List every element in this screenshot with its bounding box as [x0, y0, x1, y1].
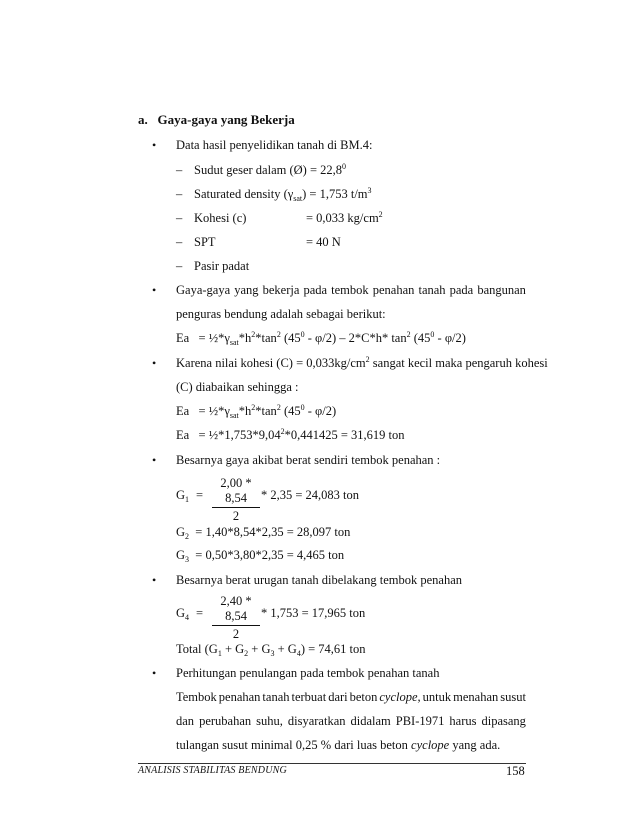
item-pasir-padat: Pasir padat [194, 259, 250, 273]
section-heading: a. Gaya-gaya yang Bekerja [138, 112, 295, 127]
g4-result: * 1,753 = 17,965 ton [261, 606, 366, 620]
bullet-glyph: • [152, 453, 157, 467]
bullet-data-hasil: Data hasil penyelidikan tanah di BM.4: [176, 138, 373, 152]
bullet-glyph: • [152, 283, 157, 297]
item-spt-label: SPT [194, 235, 216, 249]
bullet-glyph: • [152, 138, 157, 152]
g3-equation: $G_3 = 0,50*3,80*2,35 = 4,465$ ton [176, 548, 345, 564]
total-equation: Total $(G_1 + G_2 + G_3 + G_4) = 74,61$ ton [176, 642, 366, 658]
g4-fraction [212, 594, 260, 642]
g4-numerator: 2,40 * 8,54 [220, 594, 252, 623]
g1-numerator: 2,00 * 8,54 [220, 476, 252, 505]
dash-glyph: – [176, 235, 183, 249]
g4-fraction-bar [212, 625, 260, 626]
page-number: 158 [506, 764, 525, 778]
g1-result: * 2,35 = 24,083 ton [261, 488, 360, 502]
dash-glyph: – [176, 163, 183, 177]
dash-glyph: – [176, 259, 183, 273]
dash-glyph: – [176, 211, 183, 225]
g1-equals: = [196, 488, 204, 502]
item-kohesi-value: = 0,033 $kg/cm^2$ [306, 210, 383, 225]
bullet-karena-line2: (C) diabaikan sehingga : [176, 380, 299, 394]
footer-rule [138, 763, 526, 764]
g4-denominator: 2 [232, 627, 240, 641]
g1-fraction [212, 476, 260, 524]
item-sudut-geser: Sudut geser dalam (Ø) = $22,8^0$ [194, 162, 346, 177]
item-spt-value: = 40 N [306, 235, 341, 249]
bullet-besarnya-gaya: Besarnya gaya akibat berat sendiri tembok penahan : [176, 453, 441, 467]
bullet-glyph: • [152, 573, 157, 587]
bullet-gaya-gaya-line1: Gaya-gaya yang bekerja pada tembok penahan tanah pada bangunan [176, 283, 526, 297]
equation-ea-full: $Ea = \frac{1}{2}*\gamma_{sat}*h^2*\tan^2$ $(45^0 - \varphi/2) - 2*C*h*$ $\tan^2 (45^0 - \varphi/2)$ [176, 330, 466, 347]
g4-label: $G_4$ [176, 606, 190, 622]
dash-glyph: – [176, 187, 183, 201]
g1-fraction-bar [212, 507, 260, 508]
g1-denominator: 2 [232, 509, 240, 523]
g4-equals: = [196, 606, 204, 620]
bullet-berat-urugan: Besarnya berat urugan tanah dibelakang tembok penahan [176, 573, 462, 587]
equation-ea-simplified: $Ea = \frac{1}{2}*\gamma_{sat}*h^2*\tan^2$ $(45^0 - \varphi/2)$ [176, 403, 337, 420]
bullet-glyph: • [152, 356, 157, 370]
bullet-gaya-gaya-line2: penguras bendung adalah sebagai berikut: [176, 307, 386, 321]
bullet-glyph: • [152, 666, 157, 680]
paragraph-line1: Tembok penahan tanah terbuat dari beton cyclope, untuk menahan susut [176, 690, 526, 704]
equation-ea-result: $Ea = \frac{1}{2}*1,753*9,04^2*0,441425 = 31,619$ ton [176, 427, 405, 442]
g2-equation: $G_2 = 1,40*8,54*2,35 = 28,097$ ton [176, 525, 351, 541]
g1-label: $G_1$ [176, 488, 190, 504]
bullet-perhitungan: Perhitungan penulangan pada tembok penahan tanah [176, 666, 440, 680]
item-saturated-density: Saturated density $(\gamma_{sat}) = 1,753$ $t/m^3$ [194, 186, 372, 203]
item-kohesi-label: Kohesi (c) [194, 211, 247, 225]
footer-title: ANALISIS STABILITAS BENDUNG [138, 765, 287, 776]
paragraph-line2: dan perubahan suhu, disyaratkan didalam PBI-1971 harus dipasang [176, 714, 526, 728]
paragraph-line3: tulangan susut minimal 0,25 % dari luas beton cyclope yang ada. [176, 738, 501, 752]
bullet-karena-line1: Karena nilai kohesi $(C) = 0,033kg/cm^2$ sangat kecil maka pengaruh kohesi [176, 355, 548, 370]
